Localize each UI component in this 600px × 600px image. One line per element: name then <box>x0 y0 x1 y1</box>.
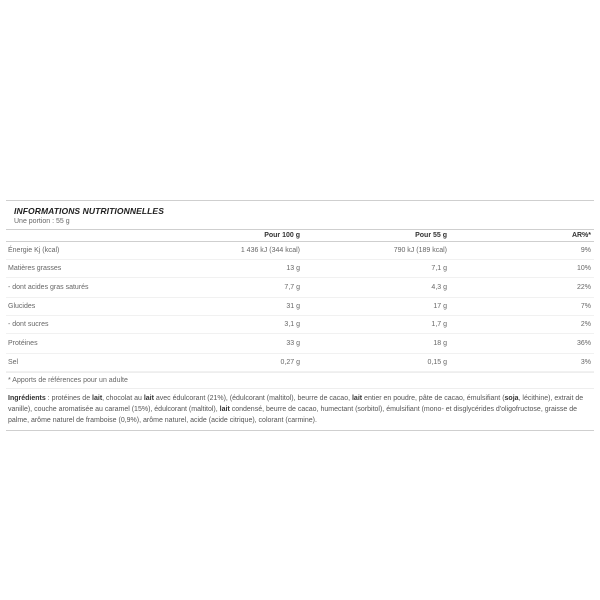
ingredients-text <box>6 389 594 431</box>
value-per-55g: 17 g <box>306 298 453 316</box>
column-header-per-100g: Pour 100 g <box>136 230 306 242</box>
ingredient-text: entier en poudre, pâte de cacao, émulsifiant ( <box>362 395 505 402</box>
nutrient-label: Matières grasses <box>6 260 136 278</box>
table-row <box>6 278 594 298</box>
table-row <box>6 298 594 316</box>
value-ar-percent: 3% <box>453 354 594 372</box>
nutrient-label: Glucides <box>6 298 136 316</box>
value-per-100g: 31 g <box>136 298 306 316</box>
value-ar-percent: 22% <box>453 278 594 298</box>
value-per-100g: 7,7 g <box>136 278 306 298</box>
value-per-100g: 3,1 g <box>136 316 306 334</box>
value-per-55g: 1,7 g <box>306 316 453 334</box>
portion-size: Une portion : 55 g <box>14 218 70 225</box>
nutrition-table <box>6 229 594 372</box>
ingredient-allergen: lait <box>351 395 363 402</box>
ingredient-text: , lécithine), extrait de vanille), couche aromatisée au caramel (15%), édulcorant (maltitol), <box>8 395 584 413</box>
table-row <box>6 354 594 372</box>
ingredient-allergen: lait <box>92 395 103 402</box>
ingredient-allergen: soja <box>504 395 519 402</box>
ingredient-text: : protéines de <box>45 395 93 402</box>
table-row <box>6 334 594 354</box>
value-per-55g: 4,3 g <box>306 278 453 298</box>
table-header-row <box>6 230 594 242</box>
value-per-55g: 7,1 g <box>306 260 453 278</box>
nutrient-label: - dont sucres <box>6 316 136 334</box>
nutrition-panel <box>6 200 594 431</box>
nutrient-label: Sel <box>6 354 136 372</box>
nutrient-label: Protéines <box>6 334 136 354</box>
column-header-ar: AR%* <box>453 230 594 242</box>
footnote: * Apports de références pour un adulte <box>6 372 594 389</box>
value-ar-percent: 10% <box>453 260 594 278</box>
value-ar-percent: 7% <box>453 298 594 316</box>
column-header-per-55g: Pour 55 g <box>306 230 453 242</box>
nutrition-header <box>6 200 594 225</box>
ingredient-allergen: Ingrédients <box>8 395 46 402</box>
value-per-55g: 18 g <box>306 334 453 354</box>
column-header-nutrient <box>6 230 136 242</box>
nutrient-label: - dont acides gras saturés <box>6 278 136 298</box>
table-row <box>6 316 594 334</box>
value-per-100g: 0,27 g <box>136 354 306 372</box>
value-ar-percent: 9% <box>453 242 594 260</box>
ingredient-allergen: lait <box>219 406 230 413</box>
value-ar-percent: 2% <box>453 316 594 334</box>
nutrient-label: Énergie Kj (kcal) <box>6 242 136 260</box>
ingredient-allergen: lait <box>143 395 154 402</box>
value-per-55g: 0,15 g <box>306 354 453 372</box>
ingredient-text: condensé, beurre de cacao, humectant (sorbitol), émulsifiant (mono- et disglycérides d'oligofructose, graisse de palme, arôme naturel de framboise (0,9%), arôme naturel, acide (acide citrique), colorant (carmine). <box>8 406 578 424</box>
value-per-100g: 33 g <box>136 334 306 354</box>
nutrition-title: INFORMATIONS NUTRITIONNELLES <box>14 206 164 216</box>
value-per-100g: 1 436 kJ (344 kcal) <box>136 242 306 260</box>
value-per-55g: 790 kJ (189 kcal) <box>306 242 453 260</box>
table-row <box>6 260 594 278</box>
ingredient-text: , chocolat au <box>102 395 144 402</box>
table-row <box>6 242 594 260</box>
value-ar-percent: 36% <box>453 334 594 354</box>
value-per-100g: 13 g <box>136 260 306 278</box>
ingredient-text: avec édulcorant (21%), (édulcorant (maltitol), beurre de cacao, <box>153 395 352 402</box>
